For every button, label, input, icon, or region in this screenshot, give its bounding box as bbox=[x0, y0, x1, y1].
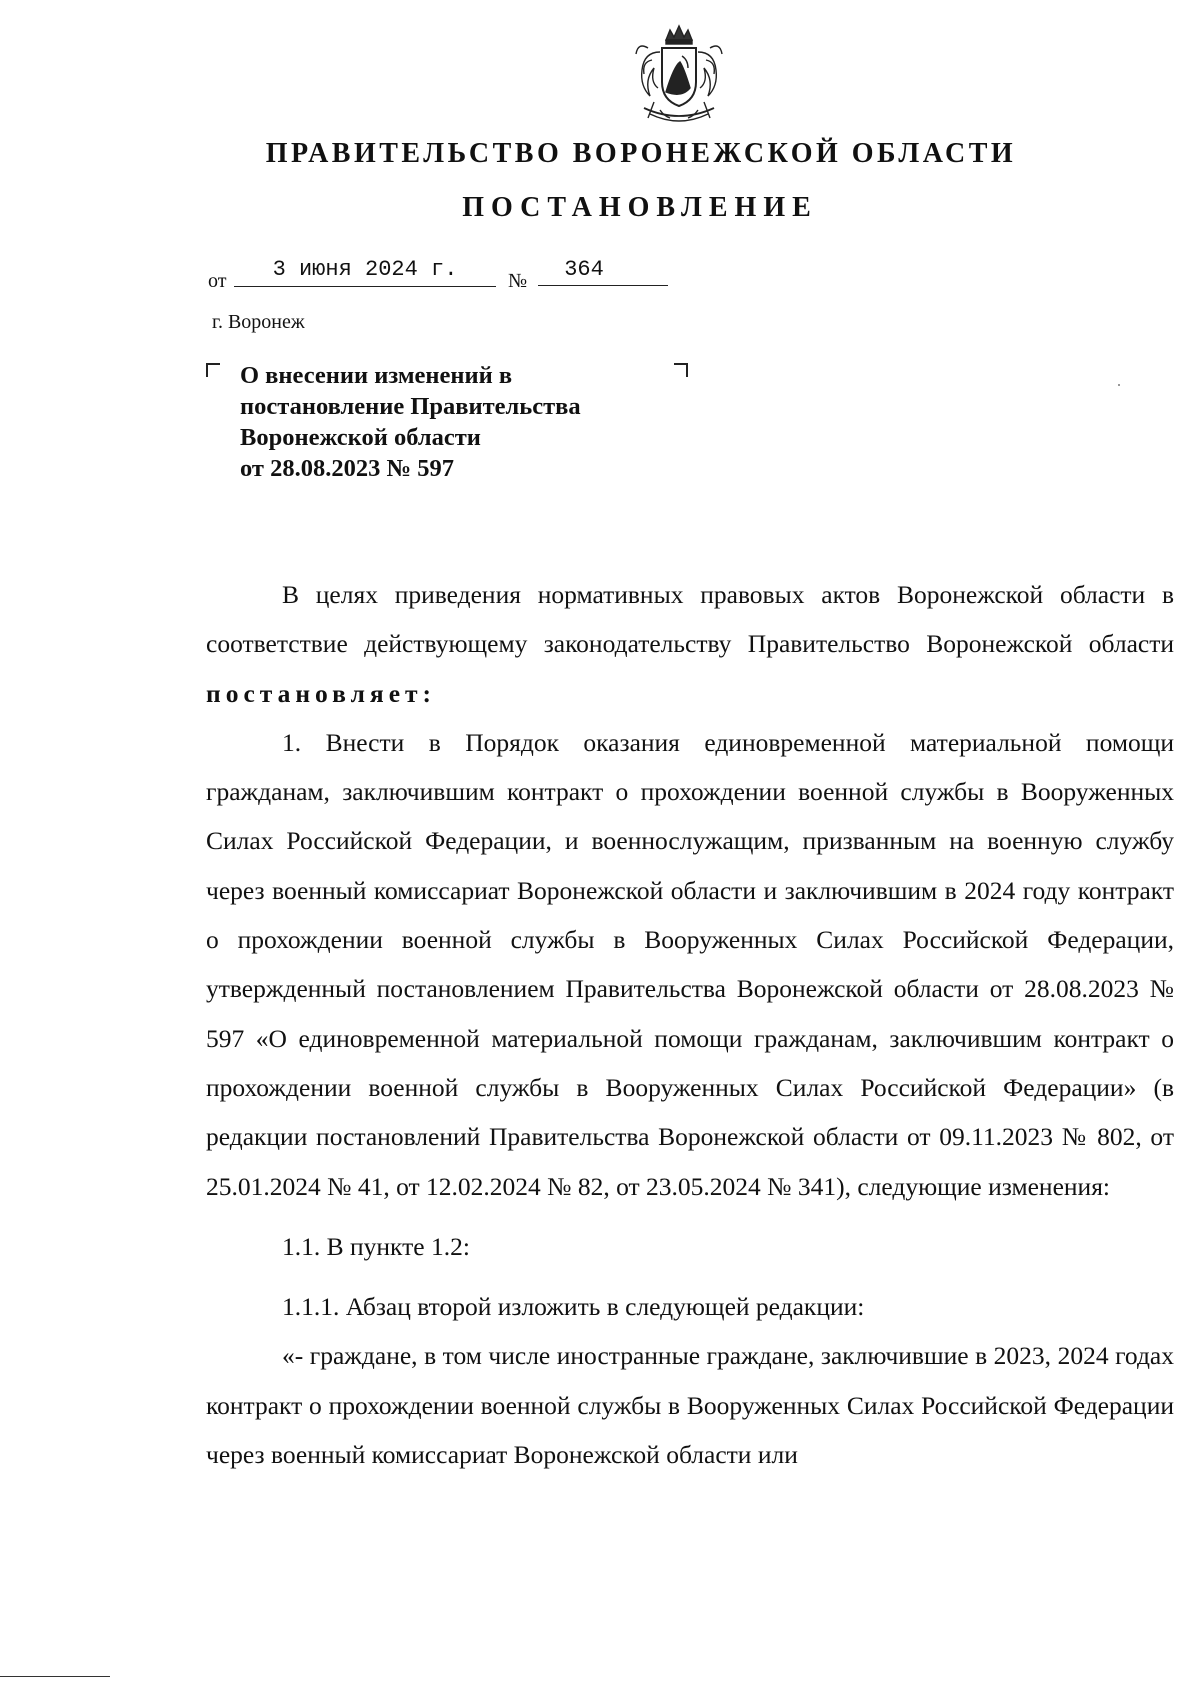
subject-line: Воронежской области bbox=[240, 424, 481, 451]
number-prefix: № bbox=[508, 270, 528, 292]
subject-line: постановление Правительства bbox=[240, 393, 581, 420]
document-type-title: ПОСТАНОВЛЕНИЕ bbox=[462, 192, 818, 223]
date-number-line bbox=[208, 258, 678, 292]
preamble-text: В целях приведения нормативных правовых актов Воронежской области в соответствие действующему законодательству Правительство Воронежской области bbox=[206, 580, 1174, 659]
document-body bbox=[206, 570, 1174, 1479]
footer-rule bbox=[0, 1676, 110, 1677]
quote-paragraph: «- граждане, в том числе иностранные граждане, заключившие в 2023, 2024 годах контракт о прохождении военной службы в Вооруженных Силах Российской Федерации через военный комиссариат Воронежской области или bbox=[206, 1341, 1174, 1470]
city-line: г. Воронеж bbox=[212, 311, 305, 333]
item-1-1-1-paragraph: 1.1.1. Абзац второй изложить в следующей редакции: bbox=[282, 1292, 865, 1322]
government-title: ПРАВИТЕЛЬСТВО ВОРОНЕЖСКОЙ ОБЛАСТИ bbox=[265, 138, 1017, 169]
scan-speck bbox=[1118, 384, 1120, 386]
corner-mark-right bbox=[674, 363, 688, 377]
corner-mark-left bbox=[206, 363, 220, 377]
item-1-1-paragraph: 1.1. В пункте 1.2: bbox=[282, 1231, 470, 1261]
preamble-paragraph bbox=[206, 570, 1174, 718]
document-number: 364 bbox=[538, 258, 668, 286]
subject-title bbox=[240, 360, 660, 484]
voronezh-coat-of-arms-icon bbox=[630, 22, 728, 132]
subject-line: от 28.08.2023 № 597 bbox=[240, 455, 454, 482]
document-date: 3 июня 2024 г. bbox=[234, 258, 496, 287]
subject-line: О внесении изменений в bbox=[240, 362, 513, 389]
item-1-paragraph: 1. Внести в Порядок оказания единовременной материальной помощи гражданам, заключившим контракт о прохождении военной службы в Вооруженных Силах Российской Федерации, и военнослужащим, призванным на военную службу через военный комиссариат Воронежской области и заключившим в 2024 году контракт о прохождении военной службы в Вооруженных Силах Российской Федерации, утвержденный постановлением Правительства Воронежской области от 28.08.2023 № 597 «О единовременной материальной помощи гражданам, заключившим контракт о прохождении военной службы в Вооруженных Силах Российской Федерации» (в редакции постановлений Правительства Воронежской области от 09.11.2023 № 802, от 25.01.2024 № 41, от 12.02.2024 № 82, от 23.05.2024 № 341), следующие изменения: bbox=[206, 727, 1174, 1201]
preamble-keyword: постановляет: bbox=[206, 678, 437, 708]
date-prefix: от bbox=[208, 270, 227, 292]
